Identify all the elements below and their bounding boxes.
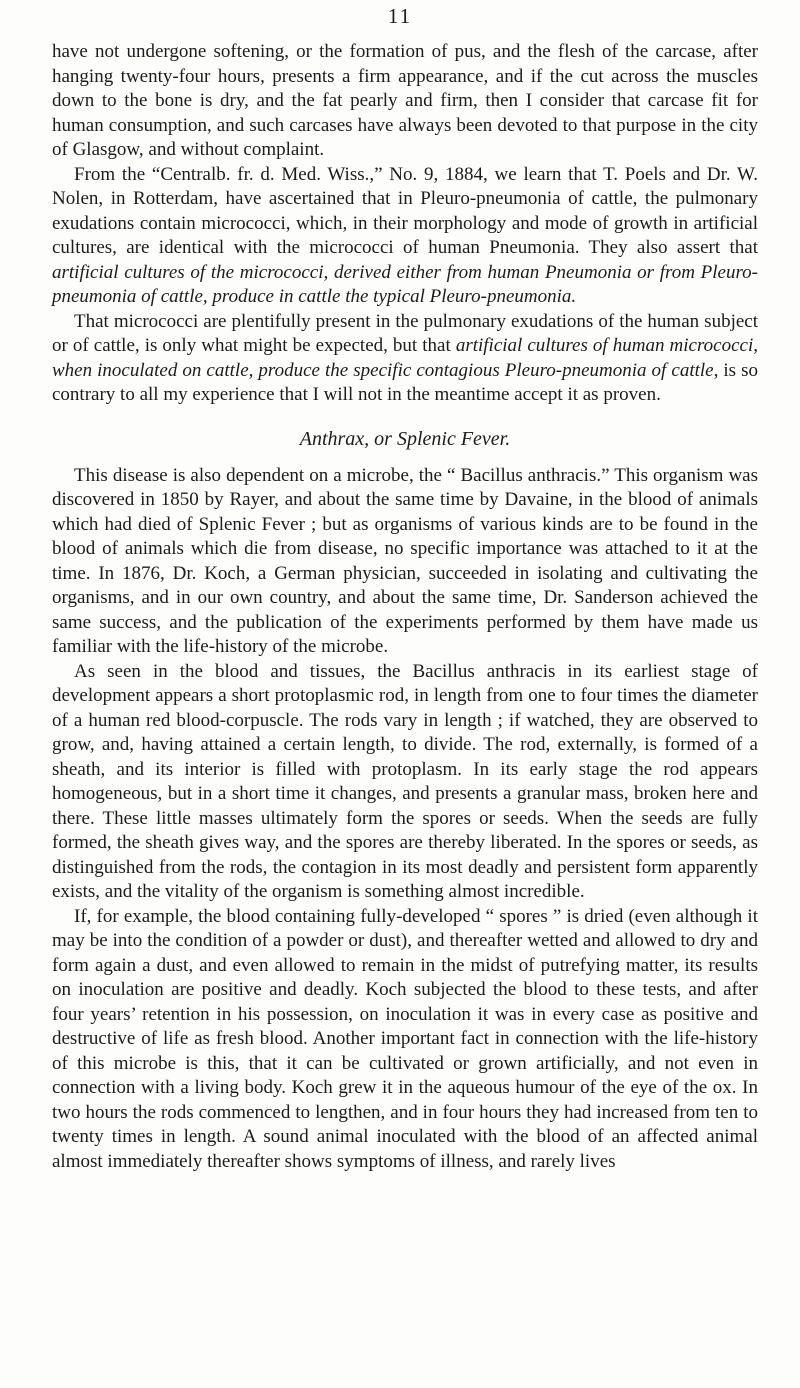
paragraph-italic-text: artificial cultures of the micrococci, derived either from human Pneumonia or from Pleuro-pneumonia of cattle, produce in cattle the typical Pleuro-pneumonia.	[52, 261, 758, 307]
paragraph-micrococci	[52, 310, 758, 408]
paragraph-text: is so contrary to all my experience that I will not in the meantime accept it as proven.	[52, 359, 758, 405]
body-text	[52, 40, 758, 1174]
paragraph-text: From the “Centralb. fr. d. Med. Wiss.,” No. 9, 1884, we learn that T. Poels and Dr. W. Nolen, in Rotterdam, have ascertained that in Pleuro-pneumonia of cattle, the pulmonary exudations contain micrococci, which, in their morphology and mode of growth in artificial cultures, are identical with the micrococci of human Pneumonia. They also assert that	[52, 163, 758, 258]
paragraph-anthrax-discovery: This disease is also dependent on a microbe, the “ Bacillus anthracis.” This organism was discovered in 1850 by Rayer, and about the same time by Davaine, in the blood of animals which had died of Splenic Fever ; but as organisms of various kinds are to be found in the blood of animals which die from disease, no specific importance was attached to it at the time. In 1876, Dr. Koch, a German physician, succeeded in isolating and cultivating the organisms, and in our own country, and about the same time, Dr. Sanderson achieved the same success, and the publication of the experiments performed by them have made us familiar with the life-history of the microbe.	[52, 464, 758, 657]
paragraph-carcase: have not undergone softening, or the formation of pus, and the flesh of the carcase, after hanging twenty-four hours, presents a firm appearance, and if the cut across the muscles down to the bone is dry, and the fat pearly and firm, then I consider that carcase fit for human consumption, and such carcases have always been devoted to that purpose in the city of Glasgow, and without complaint.	[52, 41, 758, 160]
paragraph-spores-vitality: If, for example, the blood containing fully-developed “ spores ” is dried (even although it may be into the condition of a powder or dust), and thereafter wetted and allowed to dry and form again a dust, and even allowed to remain in the midst of putrefying matter, its results on inoculation are positive and deadly. Koch subjected the blood to these tests, and after four years’ retention in his possession, on inoculation it was in every case as positive and destructive of life as fresh blood. Another important fact in connection with the life-history of this microbe is this, that it can be cultivated or grown artificially, and not even in connection with a living body. Koch grew it in the aqueous humour of the eye of the ox. In two hours the rods commenced to lengthen, and in four hours they had increased from ten to twenty times in length. A sound animal inoculated with the blood of an affected animal almost immediately thereafter shows symptoms of illness, and rarely lives	[52, 905, 758, 1172]
section-heading	[52, 426, 758, 452]
heading-italic: Splenic Fever.	[396, 427, 511, 450]
heading-text: , or	[364, 427, 397, 450]
page-number: 11	[387, 4, 413, 28]
paragraph-bacillus-development: As seen in the blood and tissues, the Bacillus anthracis in its earliest stage of development appears a short protoplasmic rod, in length from one to four times the diameter of a human red blood-corpuscle. The rods vary in length ; if watched, they are observed to grow, and, having attained a certain length, to divide. The rod, externally, is formed of a sheath, and its interior is filled with protoplasm. In its early stage the rod appears homogeneous, but in a short time it changes, and presents a granular mass, broken here and there. These little masses ultimately form the spores or seeds. When the seeds are fully formed, the sheath gives way, and the spores are thereby liberated. In the spores or seeds, as distinguished from the rods, the contagion in its most deadly and persistent form apparently exists, and the vitality of the organism is something almost incredible.	[52, 660, 758, 902]
paragraph-italic-text: artificial cultures of human micrococci, when inoculated on cattle, produce the specific contagious Pleuro-pneumonia of cattle,	[52, 335, 758, 381]
paragraph-poels-nolen	[52, 163, 758, 310]
heading-italic: Anthrax	[299, 427, 365, 450]
paragraph-text: That micrococci are plentifully present in the pulmonary exudations of the human subject or of cattle, is only what might be expected, but that	[52, 310, 758, 356]
